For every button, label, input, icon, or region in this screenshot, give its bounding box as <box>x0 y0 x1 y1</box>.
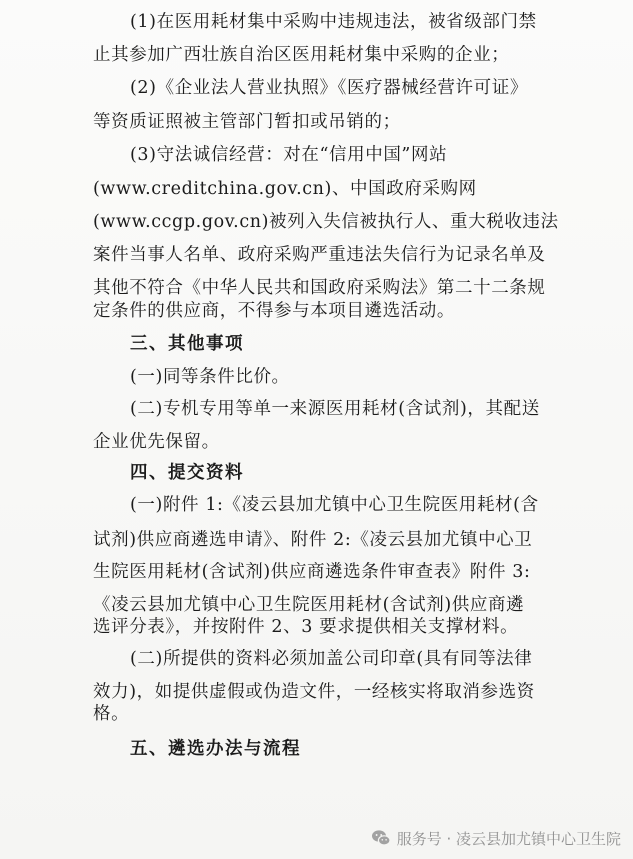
text-line: (1)在医用耗材集中采购中违规违法，被省级部门禁 <box>130 12 537 32</box>
section-heading-selection-process: 五、遴选办法与流程 <box>130 739 301 759</box>
text-line: (一)同等条件比价。 <box>130 367 290 387</box>
text-line: 止其参加广西壮族自治区医用耗材集中采购的企业； <box>93 45 510 65</box>
text-line: (一)附件 1:《凌云县加尤镇中心卫生院医用耗材(含 <box>130 495 539 515</box>
section-heading-submission: 四、提交资料 <box>130 463 244 483</box>
text-line: 等资质证照被主管部门暂扣或吊销的； <box>93 112 401 132</box>
text-line: 企业优先保留。 <box>93 432 220 452</box>
watermark <box>371 825 621 851</box>
text-line: 试剂)供应商遴选申请》、附件 2:《凌云县加尤镇中心卫 <box>93 530 533 550</box>
text-line: 《凌云县加尤镇中心卫生院医用耗材(含试剂)供应商遴 <box>93 595 525 615</box>
text-line: 格。 <box>93 704 130 724</box>
text-line: 案件当事人名单、政府采购严重违法失信行为记录名单及 <box>93 245 546 265</box>
text-line: (二)专机专用等单一来源医用耗材(含试剂)，其配送 <box>130 399 540 419</box>
text-line: 其他不符合《中华人民共和国政府采购法》第二十二条规 <box>93 278 546 298</box>
watermark-text: 服务号 · 凌云县加尤镇中心卫生院 <box>396 829 621 848</box>
text-line: 定条件的供应商，不得参与本项目遴选活动。 <box>93 301 455 321</box>
text-line: (3)守法诚信经营：对在“信用中国”网站 <box>130 145 448 165</box>
text-line: (www.ccgp.gov.cn)被列入失信被执行人、重大税收违法 <box>93 212 559 232</box>
text-line: (2)《企业法人营业执照》《医疗器械经营许可证》 <box>130 78 528 98</box>
text-line: 效力)，如提供虚假或伪造文件，一经核实将取消参选资 <box>93 682 535 702</box>
text-line: (www.creditchina.gov.cn)、中国政府采购网 <box>93 179 477 199</box>
section-heading-other-matters: 三、其他事项 <box>130 334 244 354</box>
text-line: 生院医用耗材(含试剂)供应商遴选条件审查表》附件 3: <box>93 562 531 582</box>
text-line: 选评分表》，并按附件 2、3 要求提供相关支撑材料。 <box>93 617 519 637</box>
text-line: (二)所提供的资料必须加盖公司印章(具有同等法律 <box>130 649 533 669</box>
wechat-icon <box>371 829 391 847</box>
